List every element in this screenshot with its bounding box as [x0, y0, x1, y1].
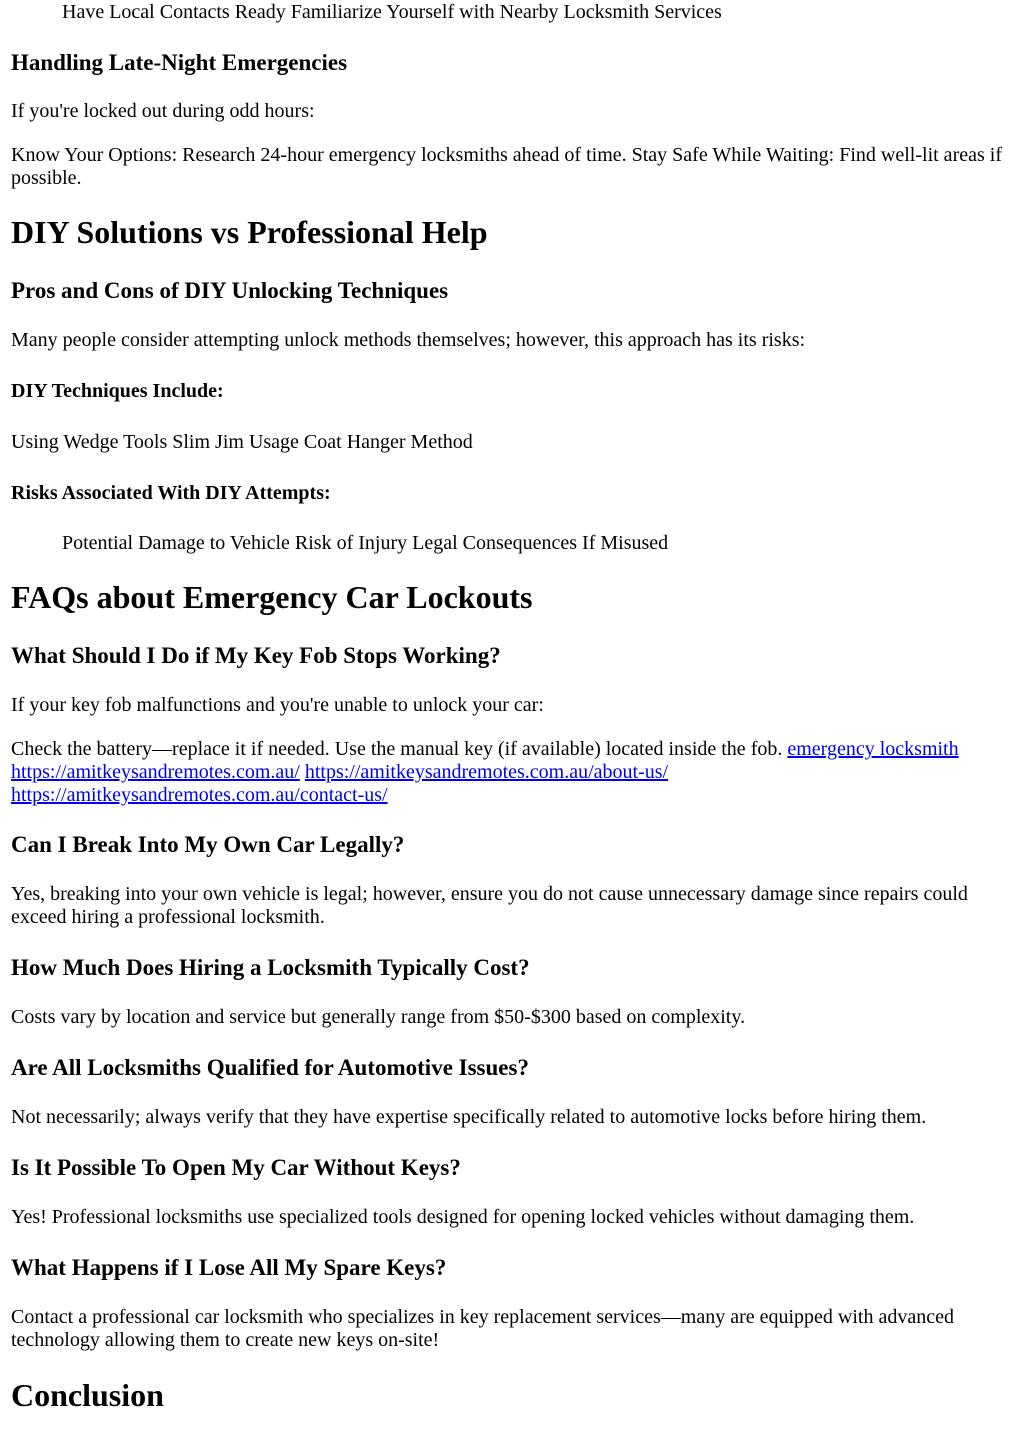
- diy-intro: Many people consider attempting unlock methods themselves; however, this approach has its risks:: [11, 329, 806, 351]
- faq-q4-answer: Not necessarily; always verify that they have expertise specifically related to automotive locks before hiring them.: [11, 1106, 927, 1128]
- faq-q6-question: What Happens if I Lose All My Spare Keys?: [11, 1255, 447, 1280]
- late-night-heading: Handling Late-Night Emergencies: [11, 50, 348, 75]
- about-us-link[interactable]: https://amitkeysandremotes.com.au/about-us/: [304, 761, 669, 783]
- emergency-locksmith-link[interactable]: emergency locksmith: [787, 738, 959, 760]
- faq-q1-question: What Should I Do if My Key Fob Stops Working?: [11, 643, 501, 668]
- faq-q2-question: Can I Break Into My Own Car Legally?: [11, 832, 405, 857]
- diy-pros-cons-heading: Pros and Cons of DIY Unlocking Techniques: [11, 278, 449, 303]
- faq-q4-question: Are All Locksmiths Qualified for Automotive Issues?: [11, 1055, 529, 1080]
- faq-q1-intro: If your key fob malfunctions and you're unable to unlock your car:: [11, 694, 544, 716]
- conclusion-heading: Conclusion: [11, 1377, 164, 1413]
- late-night-tips: Know Your Options: Research 24-hour emergency locksmiths ahead of time. Stay Safe While Waiting: Find well-lit areas if possible.: [11, 144, 1002, 189]
- contact-us-link[interactable]: https://amitkeysandremotes.com.au/contact-us/: [11, 784, 388, 806]
- home-link[interactable]: https://amitkeysandremotes.com.au/: [11, 761, 300, 783]
- faq-q1-answer: [11, 738, 1006, 807]
- contacts-list-item: Have Local Contacts Ready Familiarize Yourself with Nearby Locksmith Services: [62, 1, 722, 23]
- diy-risks-heading: Risks Associated With DIY Attempts:: [11, 482, 331, 504]
- faq-q3-answer: Costs vary by location and service but generally range from $50-$300 based on complexity.: [11, 1006, 746, 1028]
- faq-q5-question: Is It Possible To Open My Car Without Keys?: [11, 1155, 461, 1180]
- faq-q1-answer-text: Check the battery—replace it if needed. Use the manual key (if available) located inside the fob.: [11, 738, 783, 760]
- diy-risks-list: Potential Damage to Vehicle Risk of Injury Legal Consequences If Misused: [62, 532, 669, 554]
- faq-heading: FAQs about Emergency Car Lockouts: [11, 579, 533, 615]
- faq-q5-answer: Yes! Professional locksmiths use specialized tools designed for opening locked vehicles without damaging them.: [11, 1206, 915, 1228]
- diy-techniques-heading: DIY Techniques Include:: [11, 380, 224, 402]
- late-night-intro: If you're locked out during odd hours:: [11, 100, 315, 122]
- faq-q2-answer: Yes, breaking into your own vehicle is legal; however, ensure you do not cause unnecessary damage since repairs could exceed hiring a professional locksmith.: [11, 883, 968, 928]
- faq-q3-question: How Much Does Hiring a Locksmith Typically Cost?: [11, 955, 530, 980]
- diy-section-heading: DIY Solutions vs Professional Help: [11, 214, 488, 250]
- diy-techniques-list: Using Wedge Tools Slim Jim Usage Coat Hanger Method: [11, 431, 473, 453]
- faq-q6-answer: Contact a professional car locksmith who specializes in key replacement services—many are equipped with advanced technology allowing them to create new keys on-site!: [11, 1306, 954, 1351]
